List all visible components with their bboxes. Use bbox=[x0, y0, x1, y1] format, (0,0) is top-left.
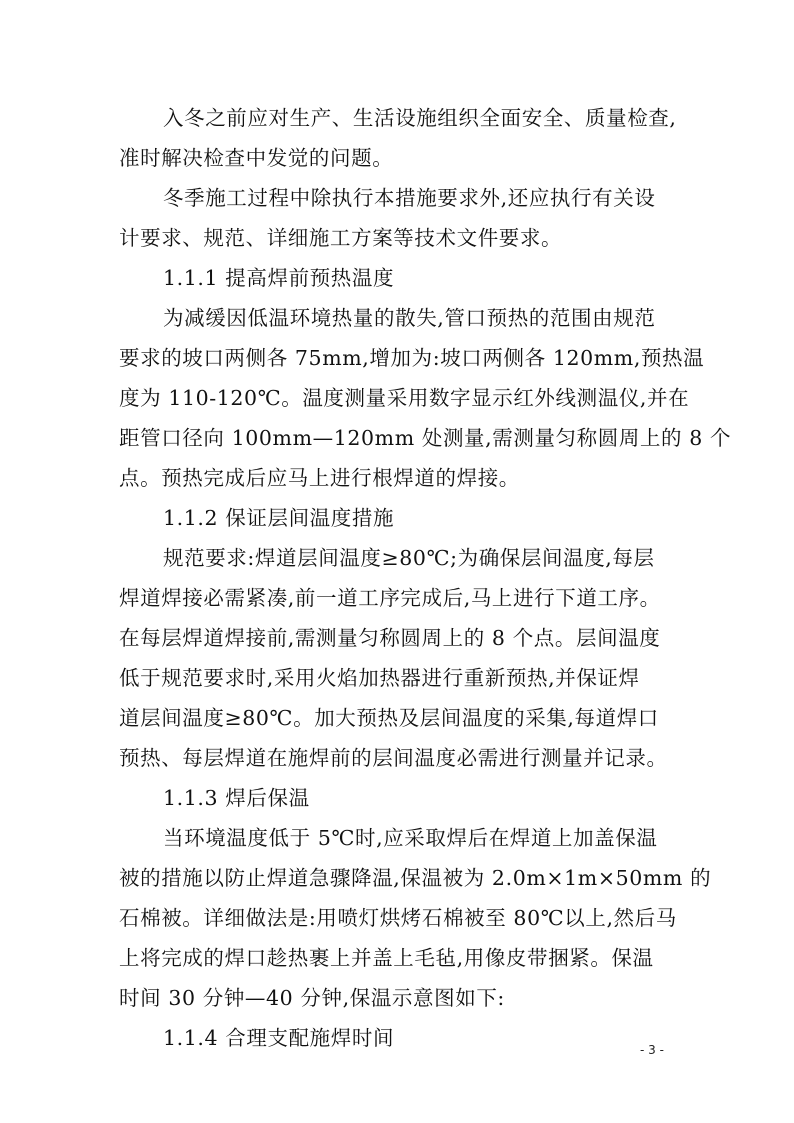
section-heading-1-1-4: 1.1.4 合理支配施焊时间 bbox=[163, 1026, 395, 1050]
paragraph-post-weld-line-2: 被的措施以防止焊道急骤降温,保温被为 2.0m×1m×50mm 的 bbox=[119, 866, 712, 890]
paragraph-preheat-line-2: 要求的坡口两侧各 75mm,增加为:坡口两侧各 120mm,预热温 bbox=[119, 346, 705, 370]
paragraph-post-weld-line-4: 上将完成的焊口趁热裹上并盖上毛毡,用像皮带捆紧。保温 bbox=[119, 946, 654, 970]
paragraph-interpass-line-1: 规范要求:焊道层间温度≥80℃;为确保层间温度,每层 bbox=[163, 546, 655, 570]
paragraph-interpass-line-6: 预热、每层焊道在施焊前的层间温度必需进行测量并记录。 bbox=[119, 746, 668, 770]
page-number: - 3 - bbox=[640, 1043, 664, 1057]
paragraph-winter-construction-line-2: 计要求、规范、详细施工方案等技术文件要求。 bbox=[119, 226, 563, 250]
paragraph-post-weld-line-5: 时间 30 分钟—40 分钟,保温示意图如下: bbox=[119, 986, 505, 1010]
paragraph-post-weld-line-1: 当环境温度低于 5℃时,应采取焊后在焊道上加盖保温 bbox=[163, 826, 658, 850]
paragraph-interpass-line-5: 道层间温度≥80℃。加大预热及层间温度的采集,每道焊口 bbox=[119, 706, 659, 730]
paragraph-winter-inspection-line-1: 入冬之前应对生产、生活设施组织全面安全、质量检查, bbox=[163, 106, 677, 130]
section-heading-1-1-3: 1.1.3 焊后保温 bbox=[163, 786, 310, 810]
paragraph-interpass-line-3: 在每层焊道焊接前,需测量匀称圆周上的 8 个点。层间温度 bbox=[119, 626, 661, 650]
paragraph-preheat-line-3: 度为 110-120℃。温度测量采用数字显示红外线测温仪,并在 bbox=[119, 386, 690, 410]
paragraph-winter-inspection-line-2: 准时解决检查中发觉的问题。 bbox=[119, 146, 394, 170]
paragraph-post-weld-line-3: 石棉被。详细做法是:用喷灯烘烤石棉被至 80℃以上,然后马 bbox=[119, 906, 677, 930]
section-heading-1-1-2: 1.1.2 保证层间温度措施 bbox=[163, 506, 395, 530]
paragraph-interpass-line-4: 低于规范要求时,采用火焰加热器进行重新预热,并保证焊 bbox=[119, 666, 640, 690]
section-heading-1-1-1: 1.1.1 提高焊前预热温度 bbox=[163, 266, 395, 290]
paragraph-interpass-line-2: 焊道焊接必需紧凑,前一道工序完成后,马上进行下道工序。 bbox=[119, 586, 661, 610]
paragraph-preheat-line-4: 距管口径向 100mm—120mm 处测量,需测量匀称圆周上的 8 个 bbox=[119, 426, 732, 450]
paragraph-preheat-line-5: 点。预热完成后应马上进行根焊道的焊接。 bbox=[119, 466, 520, 490]
paragraph-preheat-line-1: 为减缓因低温环境热量的散失,管口预热的范围由规范 bbox=[163, 306, 656, 330]
paragraph-winter-construction-line-1: 冬季施工过程中除执行本措施要求外,还应执行有关设 bbox=[163, 186, 656, 210]
